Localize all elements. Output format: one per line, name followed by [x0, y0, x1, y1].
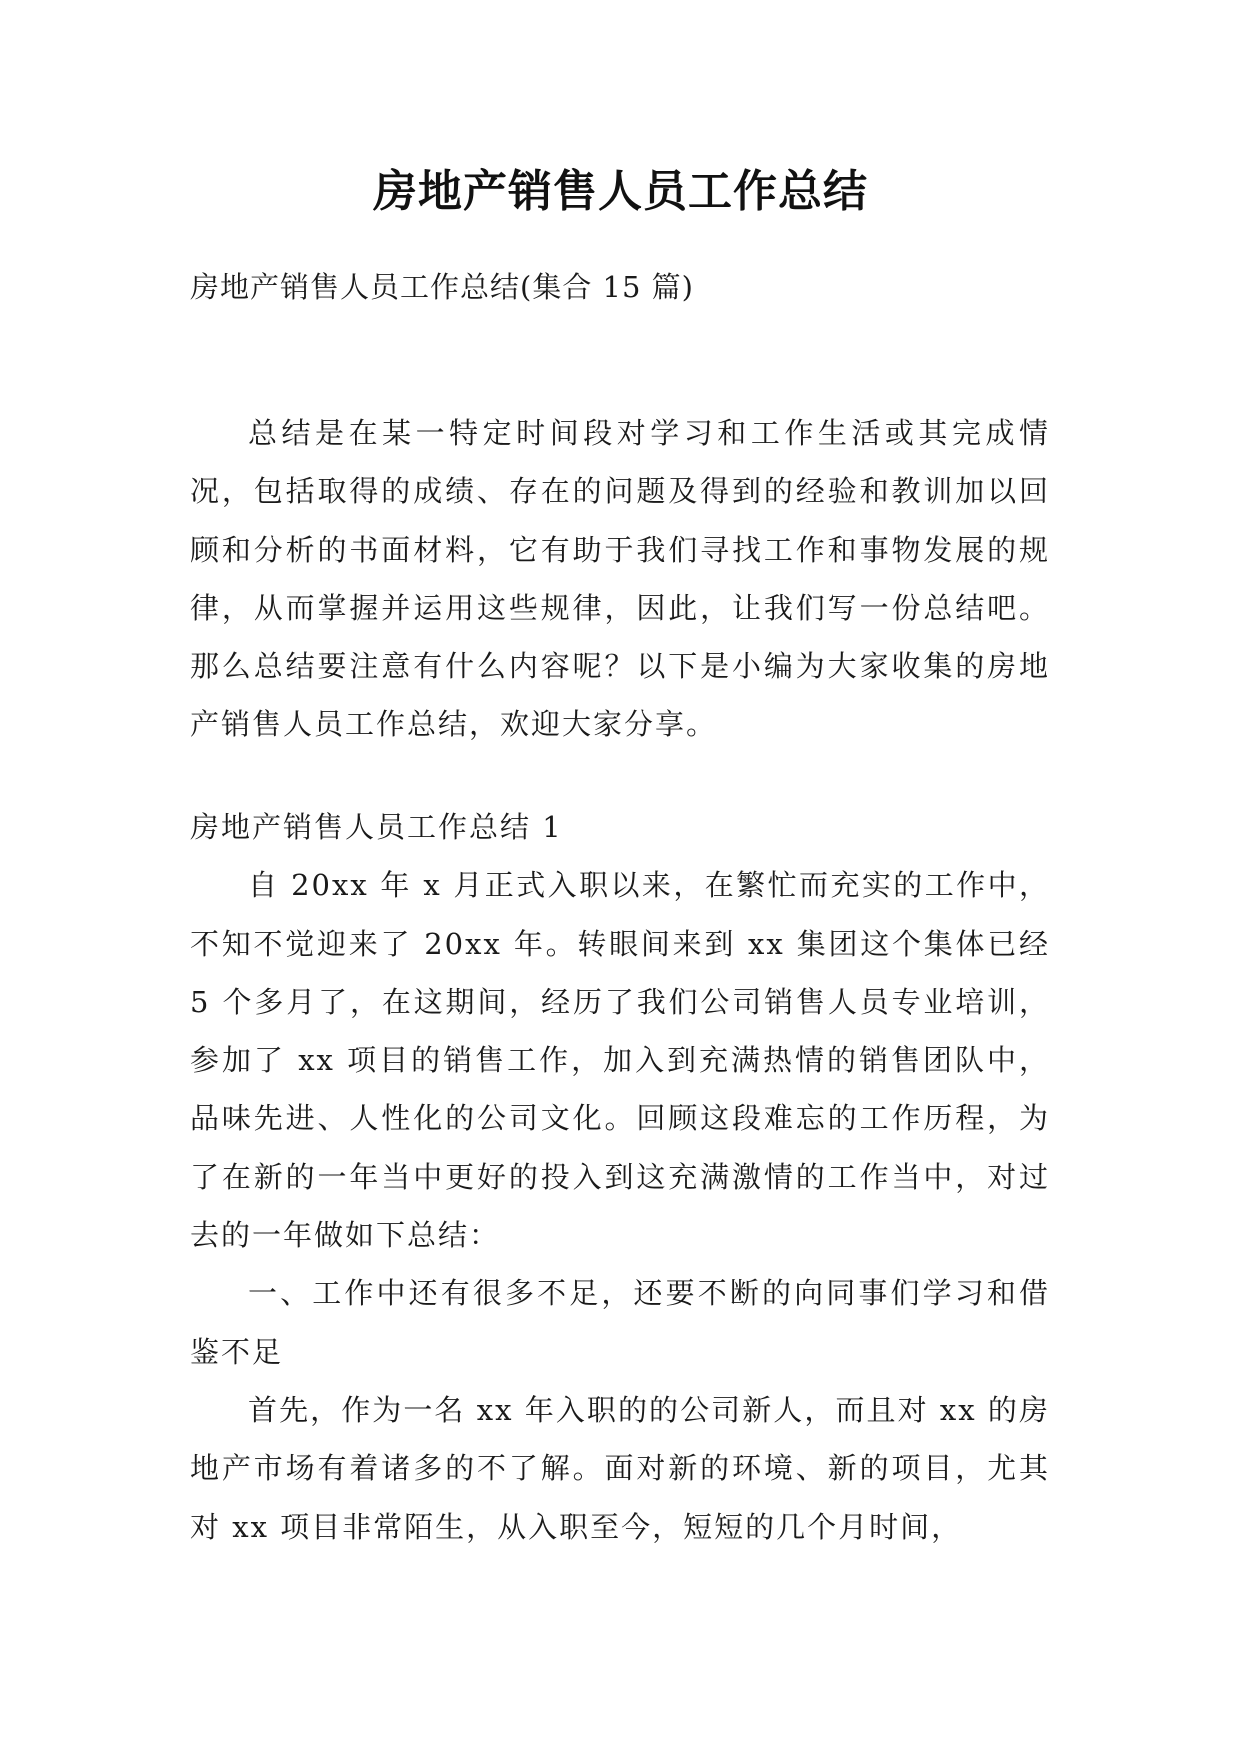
body-paragraph: 自 20xx 年 x 月正式入职以来，在繁忙而充实的工作中，不知不觉迎来了 20xx 年。转眼间来到 xx 集团这个集体已经 5 个多月了，在这期间，经历了我们公司销售人员专业培训，参加了 xx 项目的销售工作，加入到充满热情的销售团队中，品味先进、人性化的公司文化。回顾这段难忘的工作历程，为了在新的一年当中更好的投入到这充满激情的工作当中，对过去的一年做如下总结： [190, 868, 1050, 1253]
section-heading: 房地产销售人员工作总结 1 [190, 810, 563, 844]
document-subtitle: 房地产销售人员工作总结(集合 15 篇) [190, 270, 694, 304]
intro-section [190, 404, 1050, 754]
body-paragraph: 首先，作为一名 xx 年入职的的公司新人，而且对 xx 的房地产市场有着诸多的不了解。面对新的环境、新的项目，尤其对 xx 项目非常陌生，从入职至今，短短的几个月时间， [190, 1392, 1050, 1544]
intro-paragraph: 总结是在某一特定时间段对学习和工作生活或其完成情况，包括取得的成绩、存在的问题及得到的经验和教训加以回顾和分析的书面材料，它有助于我们寻找工作和事物发展的规律，从而掌握并运用这些规律，因此，让我们写一份总结吧。那么总结要注意有什么内容呢？以下是小编为大家收集的房地产销售人员工作总结，欢迎大家分享。 [190, 416, 1050, 742]
body-paragraph: 一、工作中还有很多不足，还要不断的向同事们学习和借鉴不足 [190, 1276, 1050, 1369]
summary-section-1 [190, 798, 1050, 1556]
document-title: 房地产销售人员工作总结 [373, 166, 868, 217]
